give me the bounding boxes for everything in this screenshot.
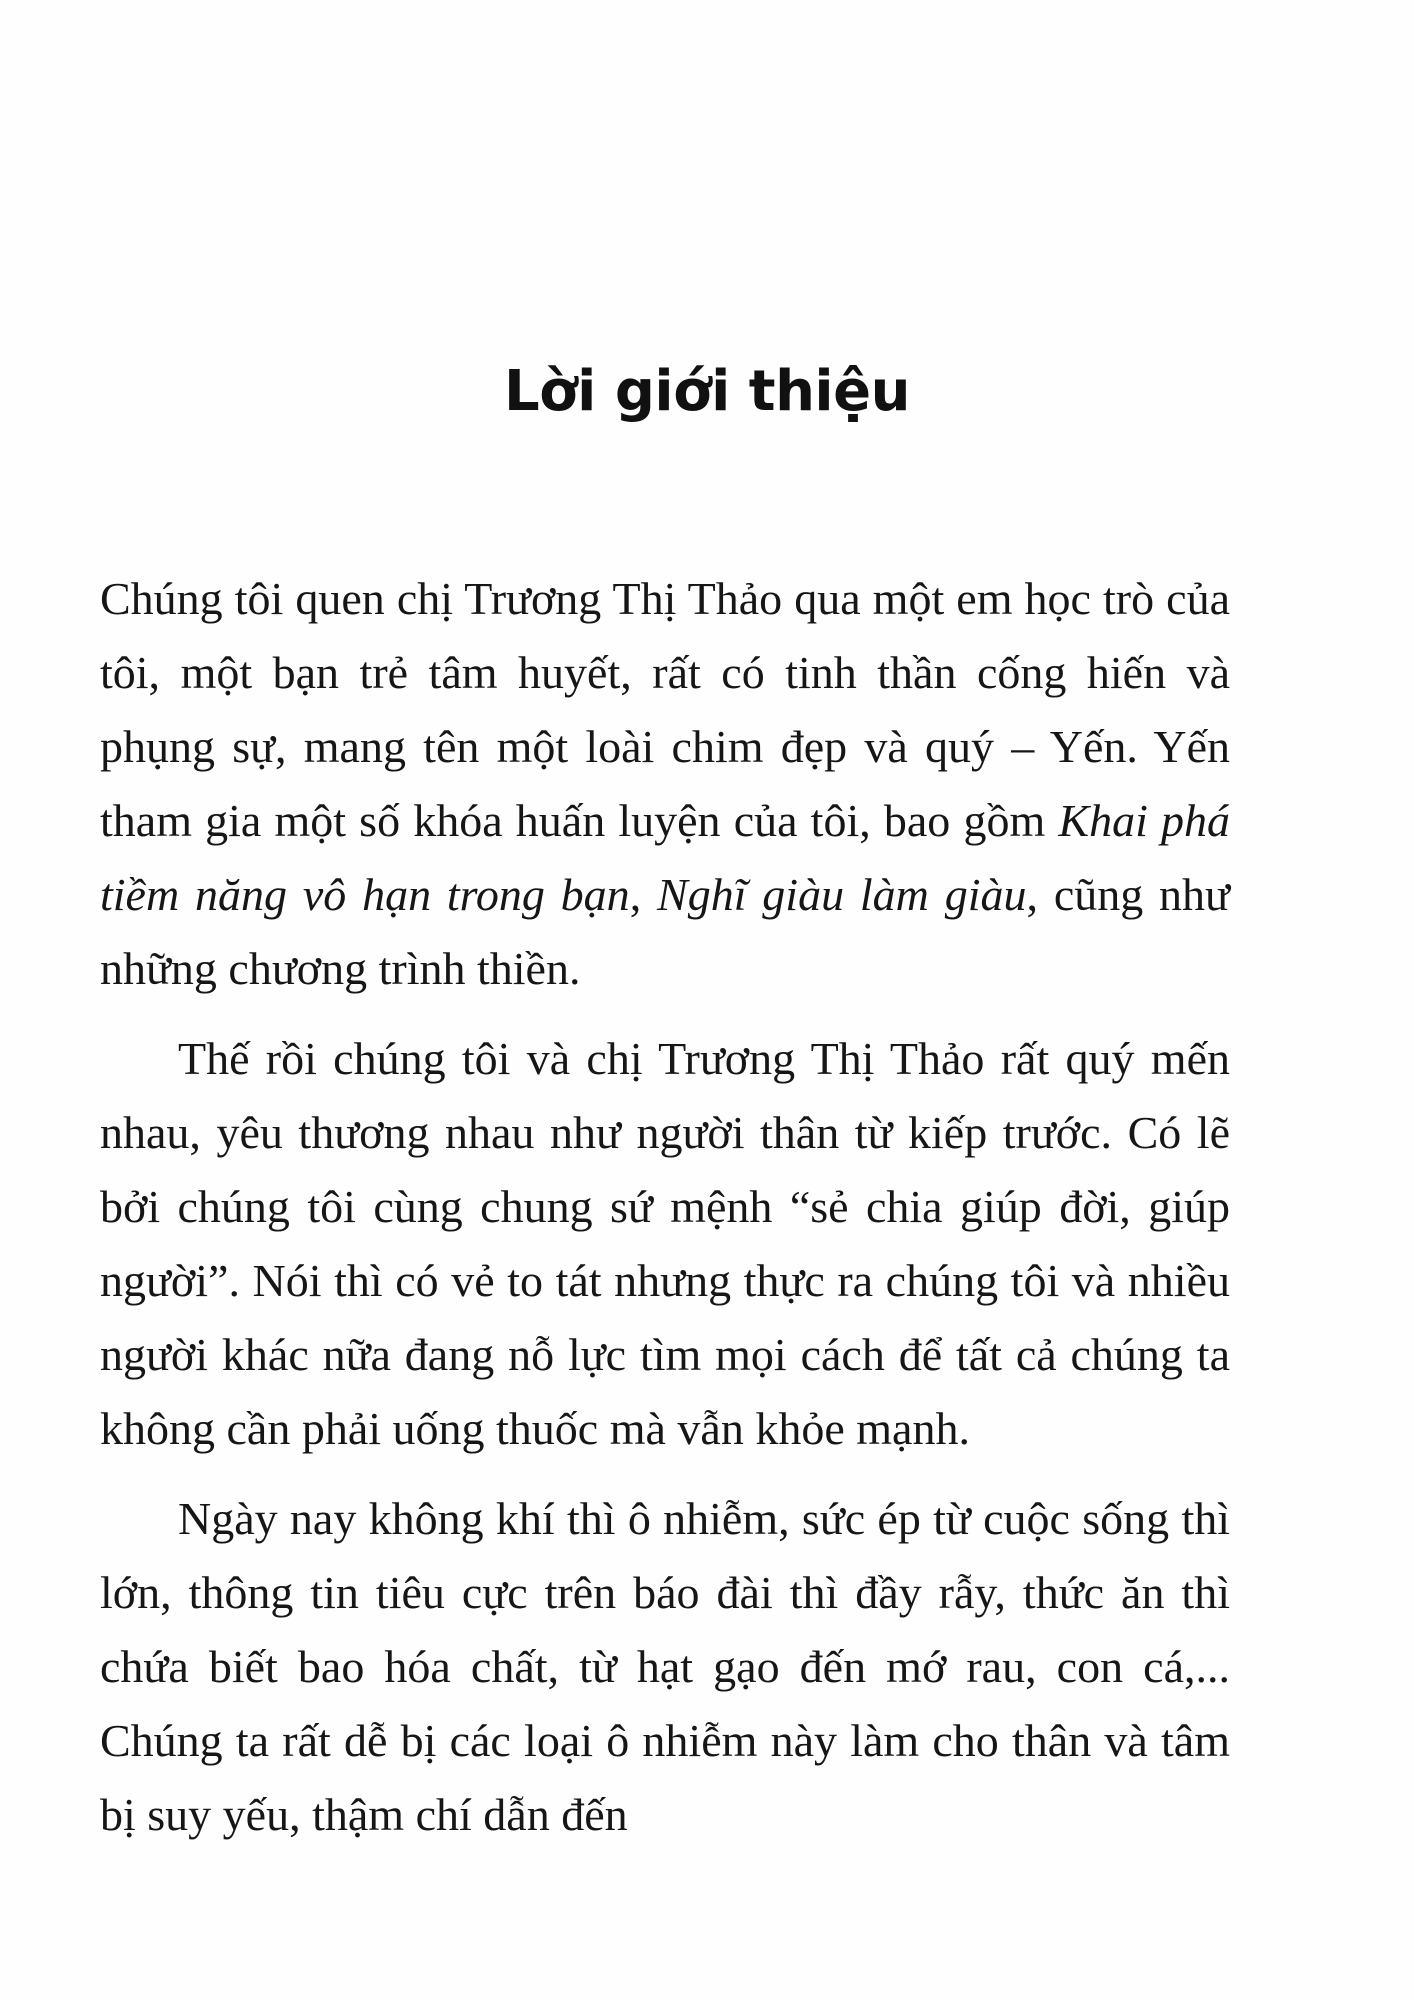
- paragraph-1-text-1: Chúng tôi quen chị Trương Thị Thảo qua một em học trò của tôi, một bạn trẻ tâm huyết, rất có tinh thần cống hiến và phụng sự, mang tên một loài chim đẹp và quý – Yến. Yến tham gia một số khóa huấn luyện của tôi, bao gồm: [100, 573, 1230, 846]
- paragraph-3: Ngày nay không khí thì ô nhiễm, sức ép từ cuộc sống thì lớn, thông tin tiêu cực trên báo đài thì đầy rẫy, thức ăn thì chứa biết bao hóa chất, từ hạt gạo đến mớ rau, con cá,... Chúng ta rất dễ bị các loại ô nhiễm này làm cho thân và tâm bị suy yếu, thậm chí dẫn đến: [100, 1493, 1230, 1840]
- paragraph-1: [100, 562, 1230, 1006]
- paragraph-1-text-3: , cũng như những chương trình thiền.: [100, 869, 1230, 994]
- paragraph-2: Thế rồi chúng tôi và chị Trương Thị Thảo rất quý mến nhau, yêu thương nhau như người thân từ kiếp trước. Có lẽ bởi chúng tôi cùng chung sứ mệnh “sẻ chia giúp đời, giúp người”. Nói thì có vẻ to tát nhưng thực ra chúng tôi và nhiều người khác nữa đang nỗ lực tìm mọi cách để tất cả chúng ta không cần phải uống thuốc mà vẫn khỏe mạnh.: [100, 1033, 1230, 1454]
- paragraph-1-italic-1: Khai phá tiềm năng vô hạn trong bạn: [100, 795, 1230, 920]
- page-title: Lời giới thiệu: [504, 358, 910, 424]
- paragraph-1-italic-2: Nghĩ giàu làm giàu: [657, 869, 1027, 920]
- paragraph-1-text-2: ,: [629, 869, 658, 920]
- body-text: [100, 562, 1230, 1852]
